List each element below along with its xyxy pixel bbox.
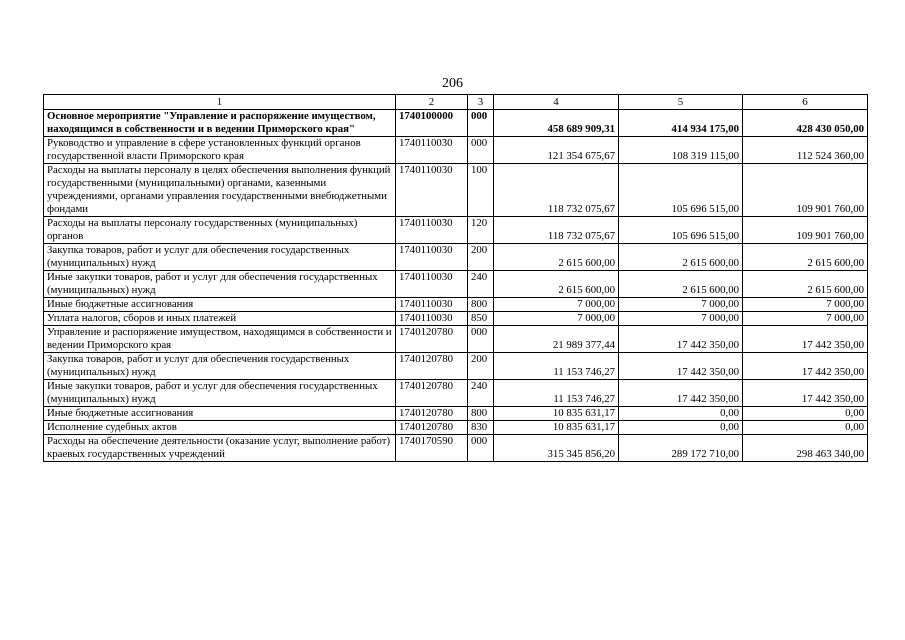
row-type-cell: 100 [468,164,494,217]
row-name-cell: Закупка товаров, работ и услуг для обеспечения государственных (муниципальных) нужд [44,353,396,380]
row-amount-col4-cell: 315 345 856,20 [494,435,619,462]
row-name-cell: Закупка товаров, работ и услуг для обеспечения государственных (муниципальных) нужд [44,244,396,271]
row-type-cell: 000 [468,326,494,353]
table-row [44,312,868,326]
row-amount-col4-cell: 7 000,00 [494,312,619,326]
row-type-cell: 000 [468,110,494,137]
row-amount-col4-cell: 118 732 075,67 [494,217,619,244]
row-amount-col5-cell: 105 696 515,00 [619,164,743,217]
row-code-cell: 1740110030 [396,164,468,217]
row-amount-col4-cell: 11 153 746,27 [494,380,619,407]
row-name-cell: Иные бюджетные ассигнования [44,298,396,312]
row-amount-col5-cell: 17 442 350,00 [619,326,743,353]
row-amount-col5-cell: 0,00 [619,407,743,421]
row-code-cell: 1740120780 [396,326,468,353]
row-name-cell: Расходы на обеспечение деятельности (оказание услуг, выполнение работ) краевых государственных учреждений [44,435,396,462]
table-row [44,244,868,271]
row-type-cell: 800 [468,298,494,312]
table-row [44,217,868,244]
row-type-cell: 120 [468,217,494,244]
column-header: 4 [494,95,619,110]
row-code-cell: 1740110030 [396,312,468,326]
row-amount-col4-cell: 10 835 631,17 [494,421,619,435]
row-name-cell: Расходы на выплаты персоналу в целях обеспечения выполнения функций государственными (муниципальными) органами, казенными учреждениями, органами управления государственными внебюджетными фондами [44,164,396,217]
row-amount-col5-cell: 2 615 600,00 [619,271,743,298]
row-code-cell: 1740120780 [396,421,468,435]
page-number: 206 [442,76,463,91]
row-amount-col6-cell: 17 442 350,00 [743,380,868,407]
row-name-cell: Руководство и управление в сфере установленных функций органов государственной власти Приморского края [44,137,396,164]
row-name-cell: Иные закупки товаров, работ и услуг для обеспечения государственных (муниципальных) нужд [44,271,396,298]
row-code-cell: 1740110030 [396,298,468,312]
row-amount-col5-cell: 17 442 350,00 [619,353,743,380]
row-name-cell: Расходы на выплаты персоналу государственных (муниципальных) органов [44,217,396,244]
column-header: 2 [396,95,468,110]
row-amount-col5-cell: 414 934 175,00 [619,110,743,137]
table-row [44,298,868,312]
row-amount-col6-cell: 428 430 050,00 [743,110,868,137]
row-code-cell: 1740120780 [396,353,468,380]
row-amount-col5-cell: 2 615 600,00 [619,244,743,271]
row-amount-col5-cell: 17 442 350,00 [619,380,743,407]
row-amount-col6-cell: 112 524 360,00 [743,137,868,164]
row-code-cell: 1740120780 [396,380,468,407]
table-row [44,110,868,137]
row-code-cell: 1740110030 [396,244,468,271]
row-amount-col5-cell: 7 000,00 [619,312,743,326]
row-name-cell: Иные бюджетные ассигнования [44,407,396,421]
table-header-row [44,95,868,110]
row-amount-col6-cell: 298 463 340,00 [743,435,868,462]
row-code-cell: 1740120780 [396,407,468,421]
row-amount-col4-cell: 118 732 075,67 [494,164,619,217]
table-row [44,435,868,462]
row-code-cell: 1740110030 [396,137,468,164]
column-header: 6 [743,95,868,110]
row-type-cell: 800 [468,407,494,421]
row-amount-col4-cell: 11 153 746,27 [494,353,619,380]
row-type-cell: 000 [468,435,494,462]
row-amount-col5-cell: 7 000,00 [619,298,743,312]
table-row [44,326,868,353]
row-type-cell: 200 [468,353,494,380]
row-amount-col4-cell: 7 000,00 [494,298,619,312]
row-name-cell: Управление и распоряжение имуществом, находящимся в собственности и ведении Приморского края [44,326,396,353]
column-header: 3 [468,95,494,110]
row-name-cell: Исполнение судебных актов [44,421,396,435]
row-type-cell: 240 [468,380,494,407]
row-amount-col6-cell: 2 615 600,00 [743,271,868,298]
row-code-cell: 1740100000 [396,110,468,137]
row-type-cell: 830 [468,421,494,435]
row-name-cell: Иные закупки товаров, работ и услуг для обеспечения государственных (муниципальных) нужд [44,380,396,407]
row-amount-col4-cell: 2 615 600,00 [494,271,619,298]
row-amount-col6-cell: 109 901 760,00 [743,164,868,217]
table-row [44,380,868,407]
row-amount-col4-cell: 458 689 909,31 [494,110,619,137]
row-code-cell: 1740170590 [396,435,468,462]
row-amount-col5-cell: 289 172 710,00 [619,435,743,462]
table-row [44,271,868,298]
row-amount-col6-cell: 0,00 [743,421,868,435]
row-type-cell: 850 [468,312,494,326]
budget-table [43,94,868,462]
row-amount-col5-cell: 105 696 515,00 [619,217,743,244]
row-code-cell: 1740110030 [396,217,468,244]
row-type-cell: 200 [468,244,494,271]
row-amount-col6-cell: 17 442 350,00 [743,353,868,380]
row-amount-col4-cell: 121 354 675,67 [494,137,619,164]
row-amount-col6-cell: 7 000,00 [743,312,868,326]
row-code-cell: 1740110030 [396,271,468,298]
column-header: 1 [44,95,396,110]
row-type-cell: 000 [468,137,494,164]
table-row [44,407,868,421]
row-amount-col5-cell: 0,00 [619,421,743,435]
row-amount-col6-cell: 17 442 350,00 [743,326,868,353]
row-type-cell: 240 [468,271,494,298]
row-amount-col6-cell: 2 615 600,00 [743,244,868,271]
row-name-cell: Уплата налогов, сборов и иных платежей [44,312,396,326]
row-amount-col6-cell: 0,00 [743,407,868,421]
row-amount-col6-cell: 109 901 760,00 [743,217,868,244]
table-row [44,137,868,164]
row-name-cell: Основное мероприятие "Управление и распоряжение имуществом, находящимся в собственности и в ведении Приморского края" [44,110,396,137]
table-row [44,353,868,380]
row-amount-col4-cell: 2 615 600,00 [494,244,619,271]
row-amount-col4-cell: 21 989 377,44 [494,326,619,353]
row-amount-col4-cell: 10 835 631,17 [494,407,619,421]
row-amount-col6-cell: 7 000,00 [743,298,868,312]
table-row [44,421,868,435]
column-header: 5 [619,95,743,110]
table-row [44,164,868,217]
row-amount-col5-cell: 108 319 115,00 [619,137,743,164]
